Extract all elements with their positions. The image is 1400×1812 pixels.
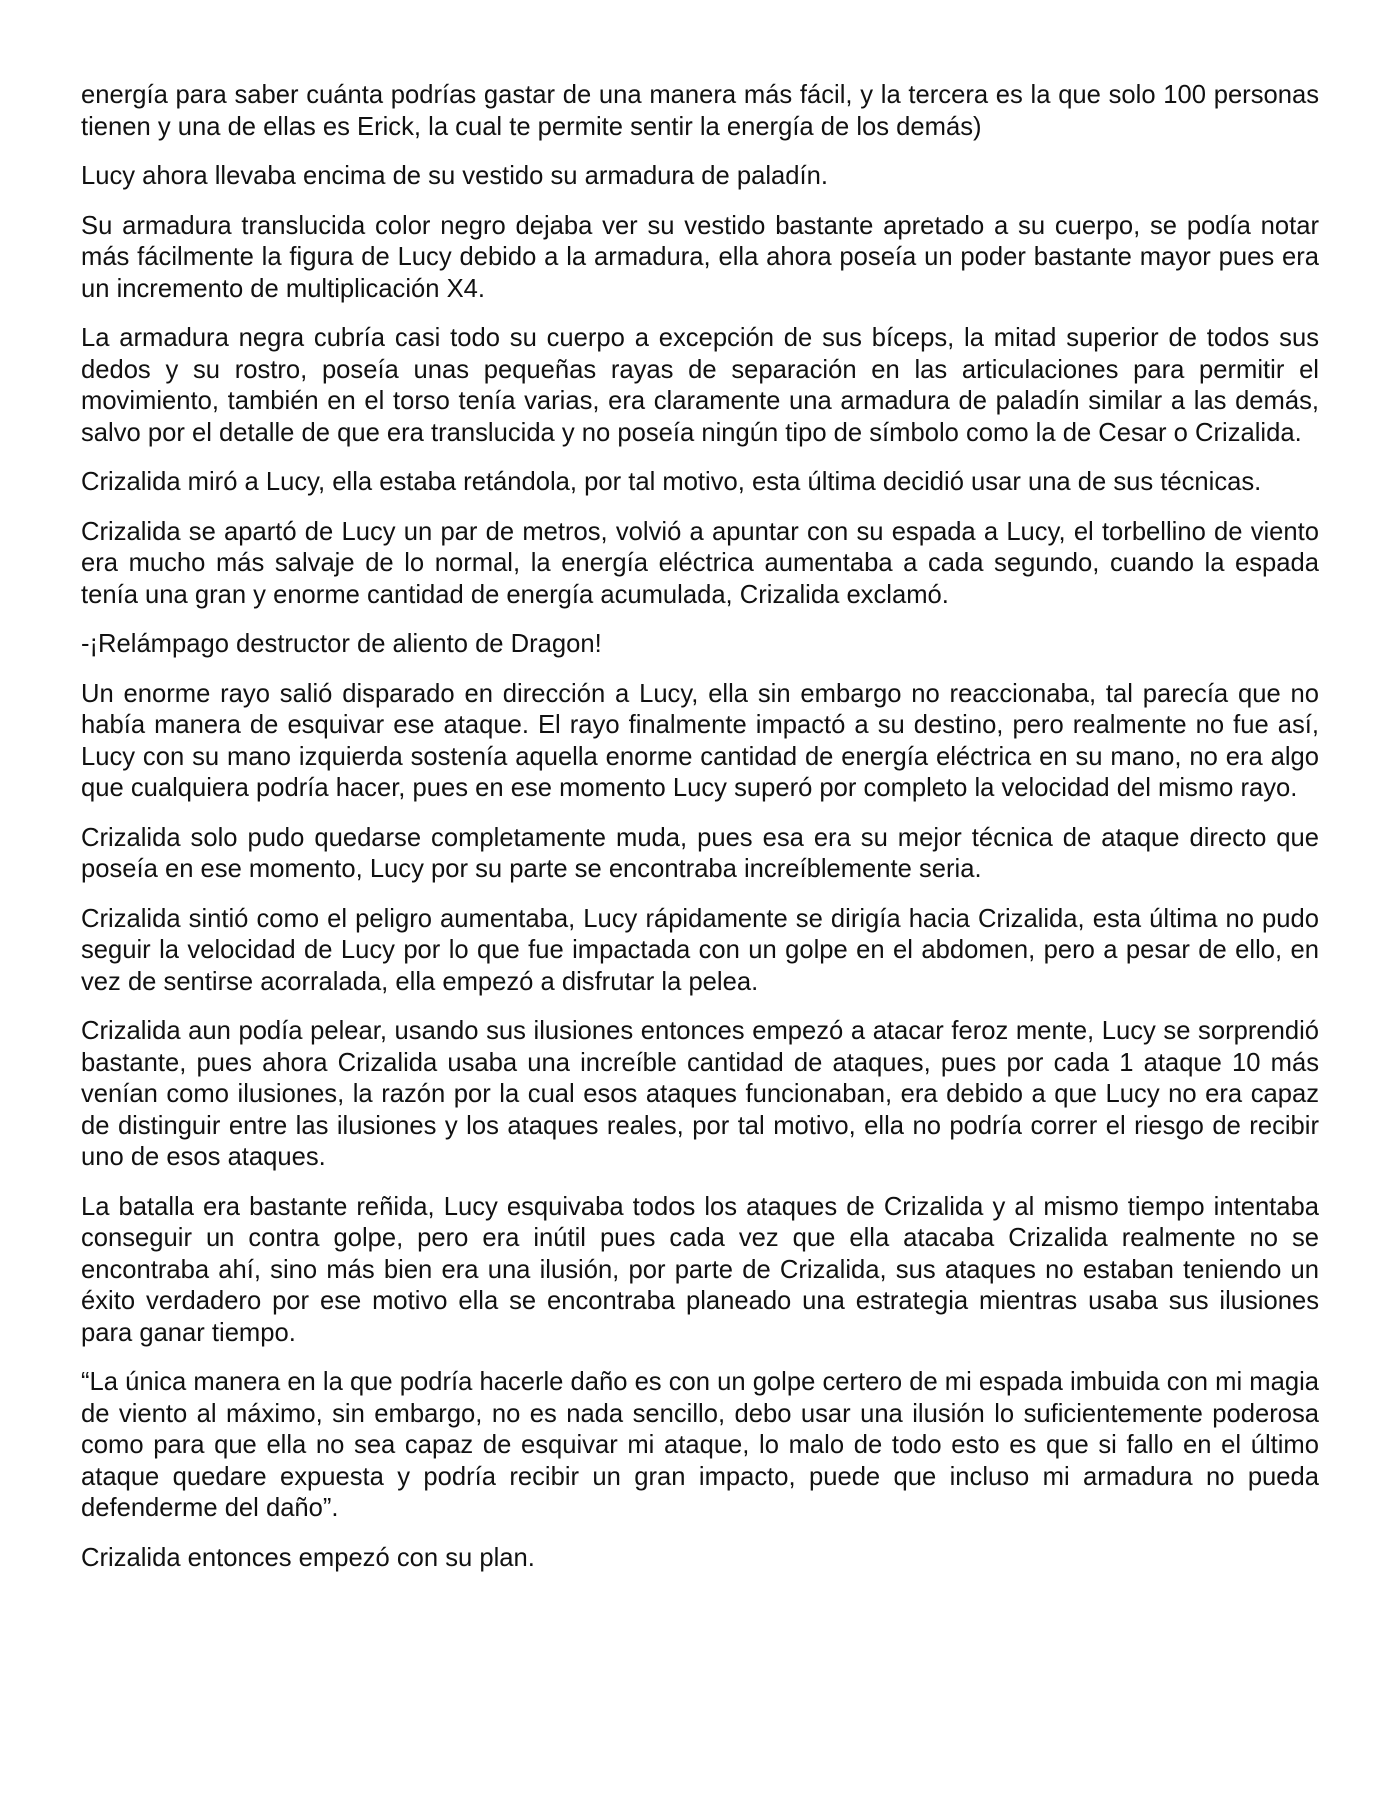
paragraph-lucy-armor: Lucy ahora llevaba encima de su vestido su armadura de paladín. <box>81 162 828 190</box>
paragraph-armor-coverage: La armadura negra cubría casi todo su cuerpo a excepción de sus bíceps, la mitad superior de todos sus dedos y su rostro, poseía unas pequeñas rayas de separación en las articulaciones para permitir el movimiento, también en el torso tenía varias, era claramente una armadura de paladín similar a las demás, salvo por el detalle de que era translucida y no poseía ningún tipo de símbolo como la de Cesar o Crizalida. <box>81 324 1319 447</box>
document-page <box>81 80 1319 1592</box>
paragraph-crizalida-mute: Crizalida solo pudo quedarse completamente muda, pues esa era su mejor técnica de ataque directo que poseía en ese momento, Lucy por su parte se encontraba increíblemente seria. <box>81 823 1319 883</box>
paragraph-danger-increase: Crizalida sintió como el peligro aumentaba, Lucy rápidamente se dirigía hacia Crizalida, esta última no pudo seguir la velocidad de Lucy por lo que fue impactada con un golpe en el abdomen, pero a pesar de ello, en vez de sentirse acorralada, ella empezó a disfrutar la pelea. <box>81 904 1319 996</box>
paragraph-battle: La batalla era bastante reñida, Lucy esquivaba todos los ataques de Crizalida y al mismo tiempo intentaba conseguir un contra golpe, pero era inútil pues cada vez que ella atacaba Crizalida realmente no se encontraba ahí, sino más bien era una ilusión, por parte de Crizalida, sus ataques no estaban teniendo un éxito verdadero por ese motivo ella se encontraba planeado una estrategia mientras usaba sus ilusiones para ganar tiempo. <box>81 1192 1319 1347</box>
paragraph-plan: Crizalida entonces empezó con su plan. <box>81 1543 535 1572</box>
paragraph-illusions: Crizalida aun podía pelear, usando sus ilusiones entonces empezó a atacar feroz mente, Lucy se sorprendió bastante, pues ahora Crizalida usaba una increíble cantidad de ataques, pues por cada 1 ataque 10 más venían como ilusiones, la razón por la cual esos ataques funcionaban, era debido a que Lucy no era capaz de distinguir entre las ilusiones y los ataques reales, por tal motivo, ella no podría correr el riesgo de recibir uno de esos ataques. <box>81 1017 1319 1171</box>
paragraph-armor-description: Su armadura translucida color negro dejaba ver su vestido bastante apretado a su cuerpo, se podía notar más fácilmente la figura de Lucy debido a la armadura, ella ahora poseía un poder bastante mayor pues era un incremento de multiplicación X4. <box>81 211 1319 303</box>
paragraph-inner-thought: “La única manera en la que podría hacerle daño es con un golpe certero de mi espada imbuida con mi magia de viento al máximo, sin embargo, no es nada sencillo, debo usar una ilusión lo suficientemente poderosa como para que ella no sea capaz de esquivar mi ataque, lo malo de todo esto es que si fallo en el último ataque quedare expuesta y podría recibir un gran impacto, puede que incluso mi armadura no pueda defenderme del daño”. <box>81 1368 1319 1522</box>
paragraph-crizalida-challenge: Crizalida miró a Lucy, ella estaba retándola, por tal motivo, esta última decidió usar una de sus técnicas. <box>81 468 1262 496</box>
paragraph-energy-types: energía para saber cuánta podrías gastar de una manera más fácil, y la tercera es la que solo 100 personas tienen y una de ellas es Erick, la cual te permite sentir la energía de los demás) <box>81 81 1319 141</box>
paragraph-crizalida-technique: Crizalida se apartó de Lucy un par de metros, volvió a apuntar con su espada a Lucy, el torbellino de viento era mucho más salvaje de lo normal, la energía eléctrica aumentaba a cada segundo, cuando la espada tenía una gran y enorme cantidad de energía acumulada, Crizalida exclamó. <box>81 517 1319 609</box>
paragraph-dialogue-attack: -¡Relámpago destructor de aliento de Dragon! <box>81 630 602 658</box>
paragraph-lightning-strike: Un enorme rayo salió disparado en dirección a Lucy, ella sin embargo no reaccionaba, tal parecía que no había manera de esquivar ese ataque. El rayo finalmente impactó a su destino, pero realmente no fue así, Lucy con su mano izquierda sostenía aquella enorme cantidad de energía eléctrica en su mano, no era algo que cualquiera podría hacer, pues en ese momento Lucy superó por completo la velocidad del mismo rayo. <box>81 679 1319 802</box>
